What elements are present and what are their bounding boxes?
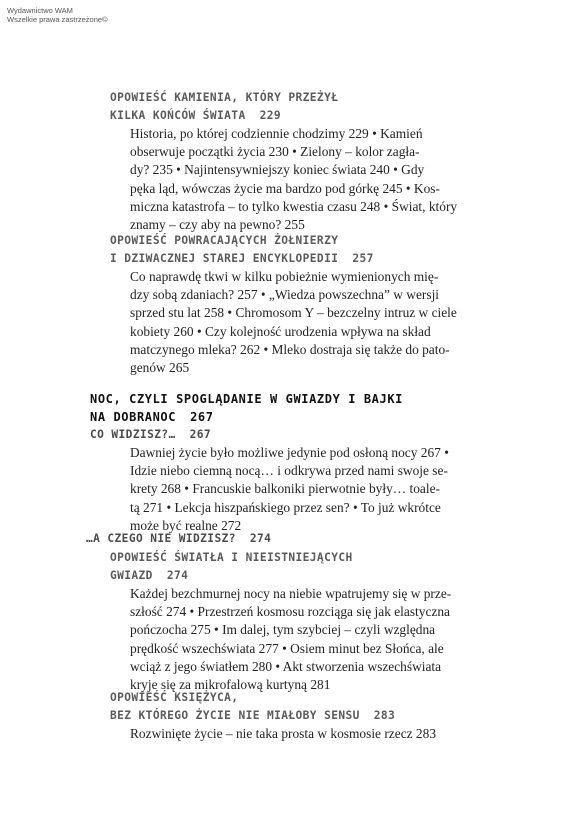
page-number: 229 — [259, 109, 281, 122]
publisher-name: Wydawnictwo WAM — [7, 6, 73, 15]
entry-list-soldiers: Co naprawdę tkwi w kilku pobieżnie wymienionych mię- dzy sobą zdaniach? 257 • „Wiedza powszechna” w wersji sprzed stu lat 258 • Chromosom Y – bezczelny intruz w ciele kobiety 260 • Czy kolejność urodzenia wpływa na skład matczynego mleka? 262 • Mleko dostraja się także do pato- genów 265 — [130, 269, 457, 376]
heading-line: …A CZEGO NIE WIDZISZ? — [86, 532, 236, 545]
section-heading-what-you-dont-see[interactable] — [86, 530, 271, 548]
heading-line: OPOWIEŚĆ ŚWIATŁA I NIEISTNIEJĄCYCH — [110, 551, 353, 564]
section-heading-moon[interactable] — [110, 689, 238, 707]
publisher-notice — [7, 6, 108, 24]
page-number: 283 — [373, 709, 396, 722]
heading-line: OPOWIEŚĆ KSIĘŻYCA, — [110, 691, 239, 704]
section-heading-what-you-see[interactable] — [90, 426, 211, 444]
section-heading-light[interactable] — [110, 549, 353, 567]
heading-line: GWIAZD — [110, 569, 153, 582]
heading-line: BEZ KTÓREGO ŻYCIE NIE MIAŁOBY SENSU — [110, 709, 360, 722]
copyright-notice: Wszelkie prawa zastrzeżone© — [7, 15, 108, 24]
section-heading-moon-cont[interactable] — [110, 707, 395, 725]
heading-line: I DZIWACZNEJ STAREJ ENCYKLOPEDII — [110, 252, 339, 265]
section-heading-stone-cont[interactable] — [110, 107, 281, 125]
section-heading-stone[interactable] — [110, 89, 338, 107]
section-heading-light-cont[interactable] — [110, 567, 188, 585]
chapter-heading-night[interactable] — [90, 390, 403, 408]
page-number: 267 — [189, 428, 212, 441]
entry-list-what-you-see: Dawniej życie było możliwe jedynie pod osłoną nocy 267 • Idzie niebo ciemną nocą… i odkrywa przed nami swoje se- krety 268 • Francuskie balkoniki pierwotnie były… toale- tą 271 • Lekcja hiszpańskiego przez sen? • To już wkrótce może być realne 272 — [130, 445, 449, 533]
chapter-heading-night-cont[interactable] — [90, 408, 214, 426]
section-heading-soldiers-cont[interactable] — [110, 250, 374, 268]
page-number: 267 — [190, 410, 214, 424]
entry-list-stone: Historia, po której codziennie chodzimy 229 • Kamień obserwuje początki życia 230 • Zielony – kolor zagła- dy? 235 • Najintensywniejszy koniec świata 240 • Gdy pęka ląd, wówczas życie ma bardzo pod górkę 245 • Kos- miczna katastrofa – to tylko kwestia czasu 248 • Świat, który znamy – czy aby na pewno? 255 — [130, 126, 458, 233]
entry-list-light: Każdej bezchmurnej nocy na niebie wpatrujemy się w prze- szłość 274 • Przestrzeń kosmosu rozciąga się jak elastyczna pończocha 275 • Im dalej, tym szybciej – czyli względna prędkość wszechświata 277 • Osiem minut bez Słońca, ale wciąż z jego światłem 280 • Akt stworzenia wszechświata kryje się za mikrofalową kurtyną 281 — [130, 586, 452, 693]
page-number: 274 — [249, 532, 272, 545]
heading-line: OPOWIEŚĆ POWRACAJĄCYCH ŻOŁNIERZY — [110, 234, 339, 247]
heading-line: CO WIDZISZ?… — [90, 428, 176, 441]
heading-line: KILKA KOŃCÓW ŚWIATA — [110, 109, 246, 122]
heading-line: NOC, CZYLI SPOGLĄDANIE W GWIAZDY I BAJKI — [90, 392, 403, 406]
heading-line: NA DOBRANOC — [90, 410, 177, 424]
heading-line: OPOWIEŚĆ KAMIENIA, KTÓRY PRZEŻYŁ — [110, 91, 339, 104]
page-number: 274 — [166, 569, 189, 582]
section-heading-soldiers[interactable] — [110, 232, 338, 250]
page-number: 257 — [352, 252, 374, 265]
entry-list-moon: Rozwinięte życie – nie taka prosta w kosmosie rzecz 283 — [130, 726, 437, 741]
